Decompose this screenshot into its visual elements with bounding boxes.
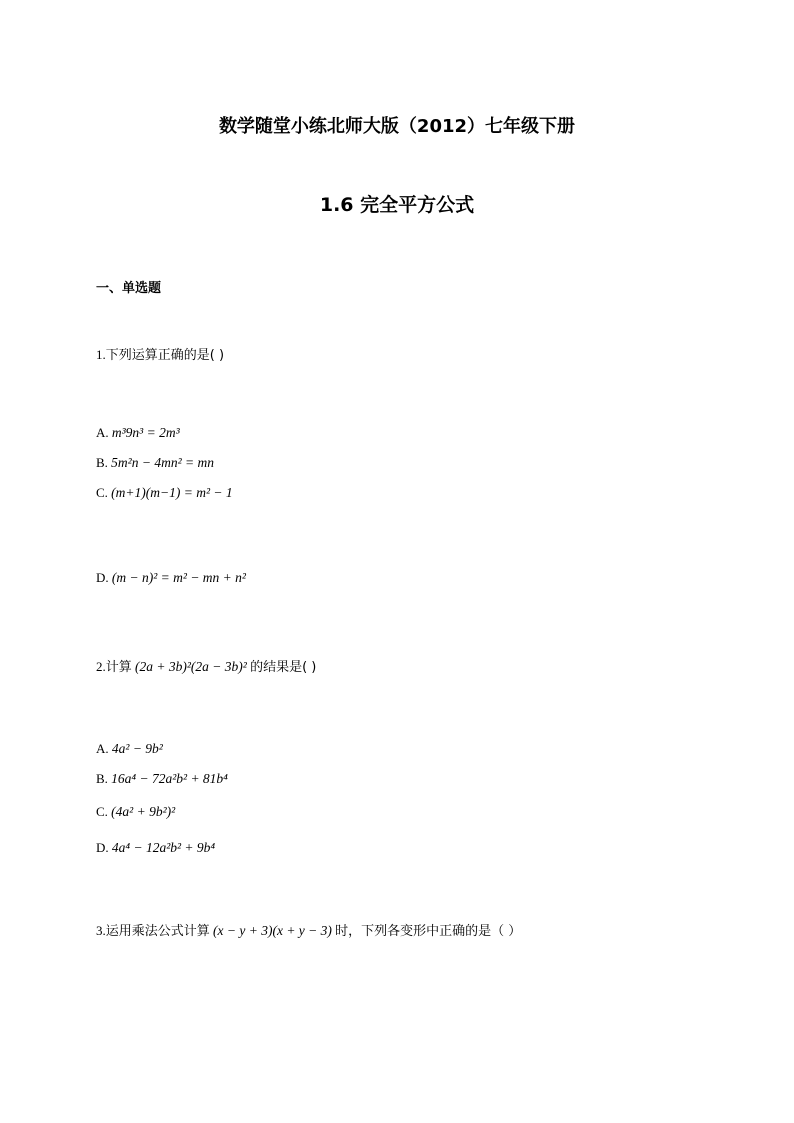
option-expression: 16a⁴ − 72a²b² + 81b⁴ [111,771,228,786]
question-expression: (2a + 3b)²(2a − 3b)² [135,659,247,674]
option-label: C. [96,804,108,819]
option-label: B. [96,771,108,786]
option-expression: 4a⁴ − 12a²b² + 9b⁴ [111,840,216,855]
option-expression: (m+1)(m−1) = m² − 1 [111,485,233,500]
option-expression: 5m²n − 4mn² = mn [111,455,214,470]
section-heading: 一、单选题 [96,281,162,296]
option-2a [96,741,163,757]
option-1a [96,425,180,441]
option-2c [96,804,175,820]
question-number: 1. [96,347,106,362]
document-title: 数学随堂小练北师大版（2012）七年级下册 [218,116,576,137]
question-number: 2. [96,659,106,674]
option-2b [96,771,228,787]
option-1c [96,485,233,501]
option-1d [96,570,246,586]
question-1 [96,344,224,363]
question-text-before: 计算 [105,660,132,675]
option-label: A. [96,425,109,440]
option-label: B. [96,455,108,470]
option-1b [96,455,214,471]
option-2d [96,840,215,856]
question-expression: (x − y + 3)(x + y − 3) [213,923,332,938]
question-3 [96,920,521,939]
question-text-after: 的结果是( ) [250,660,317,675]
lesson-title: 1.6 完全平方公式 [319,194,475,216]
option-label: A. [96,741,109,756]
option-label: C. [96,485,108,500]
question-text: 下列运算正确的是( ) [105,348,225,363]
option-expression: (4a² + 9b²)² [111,804,176,819]
question-number: 3. [96,923,106,938]
option-label: D. [96,570,109,585]
question-text-after: 时，下列各变形中正确的是（ ） [335,924,522,939]
option-expression: (m − n)² = m² − mn + n² [111,570,246,585]
option-expression: 4a² − 9b² [111,741,163,756]
question-text-before: 运用乘法公式计算 [105,924,210,939]
option-expression: m³9n³ = 2m³ [111,425,180,440]
question-2 [96,656,316,675]
option-label: D. [96,840,109,855]
